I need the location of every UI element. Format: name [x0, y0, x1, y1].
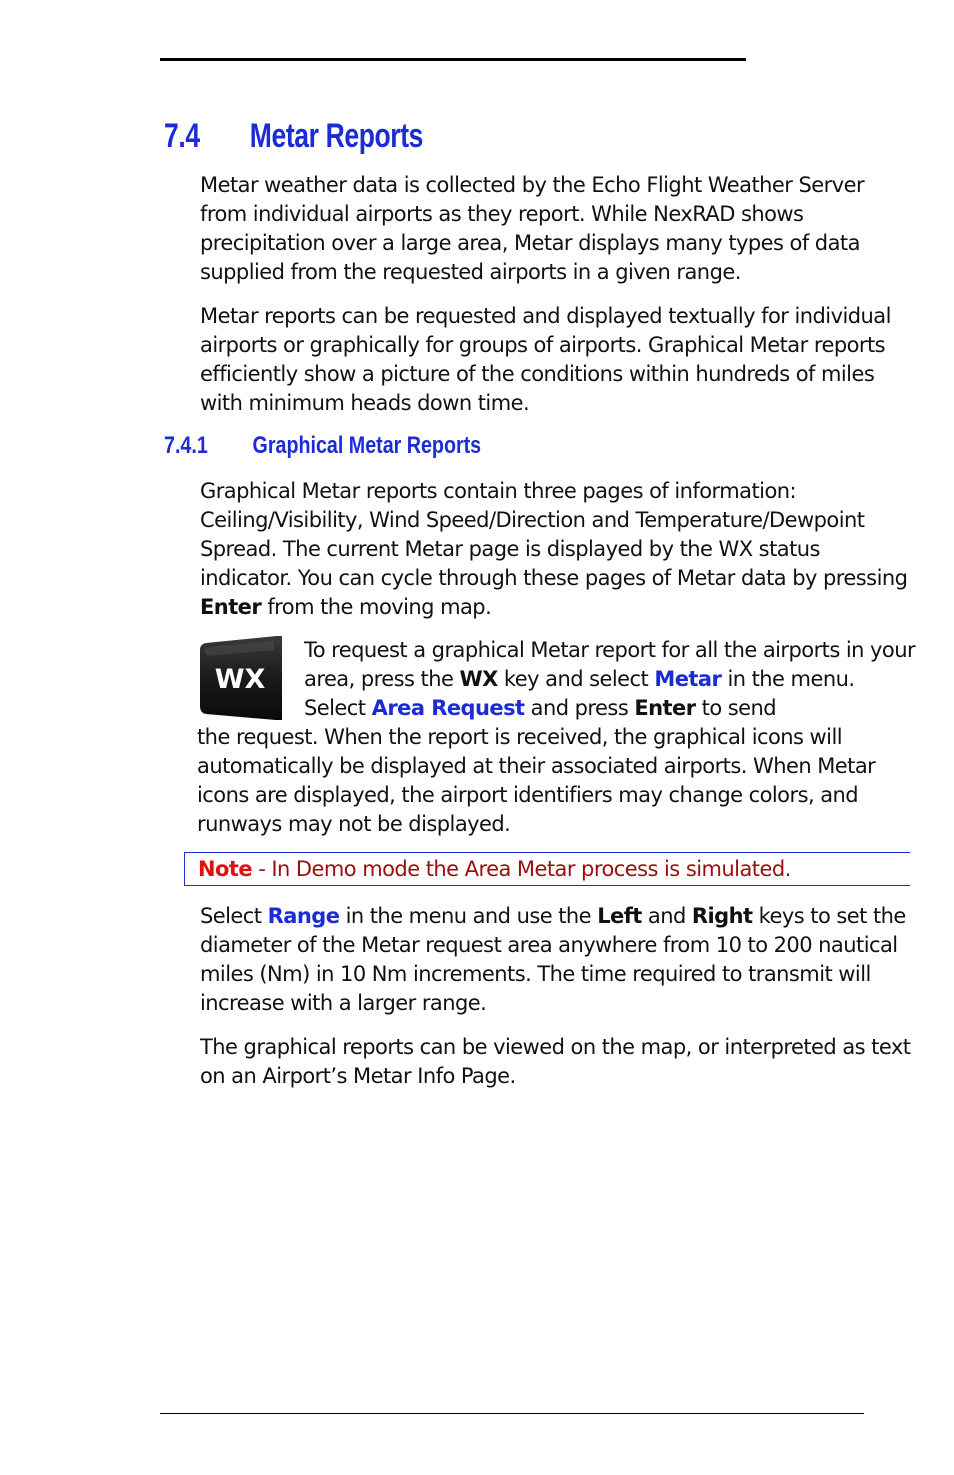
note-box — [184, 852, 910, 886]
section-heading — [164, 112, 423, 160]
request-text-d: and press — [524, 696, 635, 720]
header-rule — [160, 58, 746, 61]
request-text-c: in the menu. Select — [304, 667, 855, 720]
graphical-text: Graphical Metar reports contain three pages of information: Ceiling/Visibility, Wind Speed/Direction and Temperature/Dewpoint Spread. The current Metar page is displayed by the WX status indicator. You can cycle through these pages of Metar data by pressing — [200, 479, 908, 590]
range-text-b: in the menu and use the — [339, 904, 598, 928]
request-text-e: to send — [695, 696, 777, 720]
footer-rule — [160, 1413, 864, 1414]
closing-paragraph: The graphical reports can be viewed on the map, or interpreted as text on an Airport’s Metar Info Page. — [200, 1035, 911, 1088]
range-text-d: keys to set the diameter of the Metar request area anywhere from 10 to 200 nautical miles (Nm) in 10 Nm increments. The time required to transmit will increase with a larger range. — [200, 904, 906, 1015]
range-menu-text: Range — [267, 904, 340, 928]
note-body: - In Demo mode the Area Metar process is simulated. — [252, 857, 791, 881]
note-label: Note — [198, 857, 253, 881]
enter-key-text: Enter — [200, 595, 262, 619]
right-key-text: Right — [691, 904, 753, 928]
graphical-text-end: from the moving map. — [261, 595, 492, 619]
wx-key-label: WX — [214, 664, 266, 695]
range-text-a: Select — [200, 904, 268, 928]
left-key-text: Left — [597, 904, 642, 928]
area-request-continuation: the request. When the report is received, the graphical icons will automatically be displayed at their associated airports. When Metar icons are displayed, the airport identifiers may change colors, and runways may not be displayed. — [197, 725, 876, 836]
section-title: Metar Reports — [249, 117, 424, 155]
note-text — [198, 855, 791, 884]
wx-key-text: WX — [459, 667, 498, 691]
subsection-title: Graphical Metar Reports — [252, 432, 482, 459]
section-number: 7.4 — [164, 117, 200, 155]
subsection-number: 7.4.1 — [164, 432, 208, 459]
request-text-b: key and select — [497, 667, 655, 691]
range-paragraph — [200, 902, 915, 1018]
graphical-paragraph — [200, 477, 915, 622]
area-request-paragraph — [304, 636, 916, 723]
intro-paragraph-2: Metar reports can be requested and displayed textually for individual airports or graphically for groups of airports. Graphical Metar reports efficiently show a picture of the conditions within hundreds of miles with minimum heads down time. — [200, 304, 891, 415]
wx-key-icon — [196, 636, 284, 720]
subsection-heading — [164, 430, 481, 462]
enter-key-text-2: Enter — [634, 696, 696, 720]
intro-paragraph-1: Metar weather data is collected by the Echo Flight Weather Server from individual airports as they report. While NexRAD shows precipitation over a large area, Metar displays many types of data supplied from the requested airports in a given range. — [200, 173, 865, 284]
range-text-c: and — [641, 904, 692, 928]
area-request-menu-text: Area Request — [371, 696, 525, 720]
metar-menu-text: Metar — [654, 667, 722, 691]
request-text-a: To request a graphical Metar report for all the airports in your area, press the — [304, 638, 916, 691]
